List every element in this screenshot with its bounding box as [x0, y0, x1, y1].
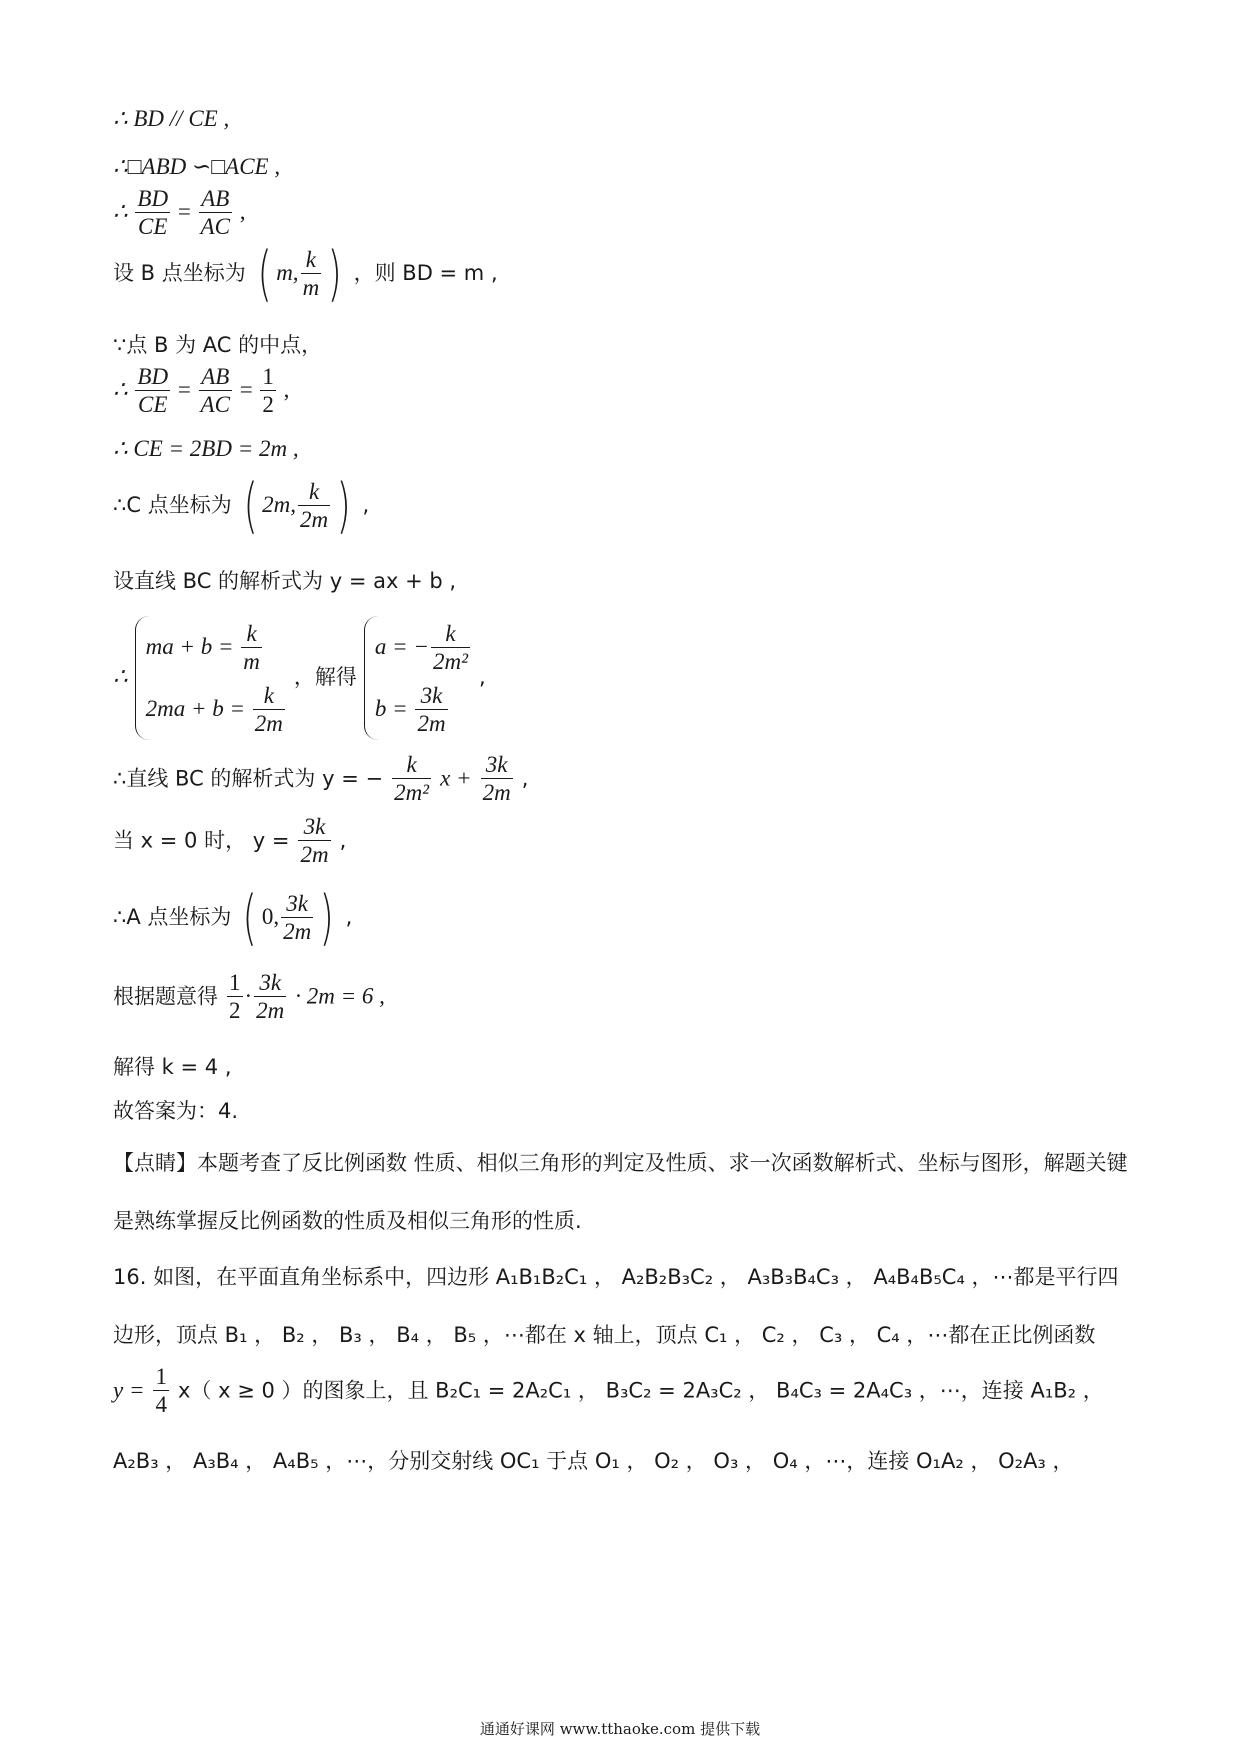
- fraction-ab-ac: $\frac{AB}{AC}$: [200, 186, 230, 239]
- line-ce: ∴ CE = 2BD = 2m ,: [113, 436, 299, 461]
- fraction-bd-ce: $\frac{BD}{CE}$: [137, 186, 169, 239]
- therefore-symbol: ∴: [113, 198, 128, 224]
- line-solve-k: 解得 k = 4 ,: [113, 1055, 232, 1079]
- comment-paragraph: 【点睛】本题考查了反比例函数 性质、相似三角形的判定及性质、求一次函数解析式、坐标与图形，解题关键是熟练掌握反比例函数的性质及相似三角形的性质.: [113, 1151, 1128, 1233]
- problem-16-line-4: A₂B₃ ， A₃B₄ ， A₄B₅ ，⋯，分别交射线 OC₁ 于点 O₁ ， O₂ ， O₃ ， O₄ ，⋯，连接 O₁A₂ ， O₂A₃ ，: [113, 1449, 1074, 1473]
- line-b-coordinate: 设 B 点坐标为 ( m, $\frac{k}{m}$ ) ，则 BD = m ,: [113, 239, 498, 309]
- line-system: ∴ ma + b = $\frac{k}{m}$ 2ma + b = $\frac{k}{2m}$ ，解得 a = − $\frac{k}{\text{2m²}}$ b = $\frac{3k}{2m}$ ,: [113, 616, 486, 740]
- line-x-zero: 当 x = 0 时， y = $\frac{3k}{2m}$ ,: [113, 814, 347, 867]
- line-a-coordinate: ∴A 点坐标为 ( 0, $\frac{3k}{2m}$ ) ,: [113, 883, 353, 953]
- fraction-k-m: $\frac{k}{m}$: [302, 246, 320, 300]
- footer-site-name: 通通好课网: [479, 1720, 555, 1738]
- line-c-coordinate: ∴C 点坐标为 ( 2m, $\frac{k}{2m}$ ) ,: [113, 471, 370, 541]
- problem-16-text: 16. 如图，在平面直角坐标系中，四边形 A₁B₁B₂C₁ ， A₂B₂B₃C₂ ， A₃B₃B₄C₃ ， A₄B₄B₅C₄ ，⋯都是平行四边形，顶点 B₁ ， B₂ ， B₃ ， B₄ ， B₅ ，⋯都在 x 轴上，顶点 C₁ ， C₂ ， C₃ ， C₄ ，⋯都在正比例函数: [113, 1265, 1119, 1347]
- footer-url[interactable]: www.tthaoke.com: [559, 1720, 696, 1738]
- line-ratio-half: ∴ $\frac{BD}{CE}$ = $\frac{AB}{AC}$ = $\frac{1}{2}$ ,: [113, 364, 290, 417]
- line-area-equation: 根据题意得 $\frac{1}{2}$ · $\frac{3k}{2m}$ · 2m = 6 ,: [113, 970, 385, 1023]
- page-footer: [0, 1718, 1240, 1739]
- line-bc-expression: ∴直线 BC 的解析式为 y = − $\frac{k}{\text{2m²}}$ x + $\frac{3k}{2m}$ ,: [113, 752, 529, 805]
- equation-system-right: a = − $\frac{k}{\text{2m²}}$ b = $\frac{3k}{2m}$: [364, 616, 472, 740]
- line-similar: ∴□ABD ∽□ACE ,: [113, 154, 281, 179]
- line-ratio: ∴ $\frac{BD}{CE}$ = $\frac{AB}{AC}$ ,: [113, 186, 246, 239]
- line-midpoint: ∵点 B 为 AC 的中点，: [113, 333, 323, 357]
- line-set-bc: 设直线 BC 的解析式为 y = ax + b ,: [113, 569, 457, 593]
- problem-16-line-3: y = $\frac{1}{4}$ x（ x ≥ 0 ）的图象上，且 B₂C₁ = 2A₂C₁ ， B₃C₂ = 2A₃C₂ ， B₄C₃ = 2A₄C₃ ，⋯，连接 A₁B₂ ，: [113, 1364, 1104, 1417]
- line-answer: 故答案为：4.: [113, 1099, 239, 1123]
- line-parallel: ∴ BD // CE ,: [113, 106, 230, 131]
- equation-system-left: ma + b = $\frac{k}{m}$ 2ma + b = $\frac{k}{2m}$: [135, 616, 287, 740]
- footer-tail: 提供下载: [700, 1720, 761, 1738]
